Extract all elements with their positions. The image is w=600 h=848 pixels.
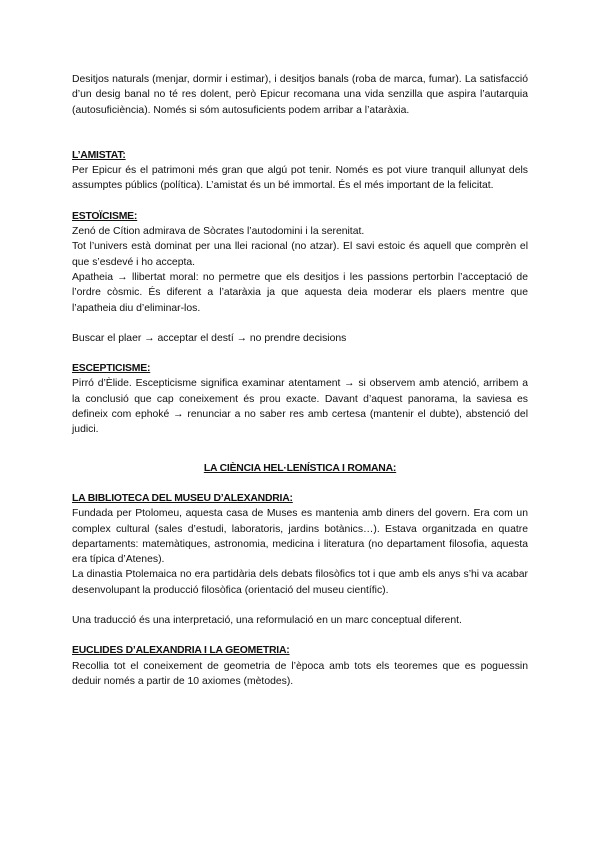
biblioteca-paragraph-3: Una traducció és una interpretació, una reformulació en un marc conceptual diferent. bbox=[72, 615, 462, 627]
heading-amistat: L’AMISTAT: bbox=[72, 149, 126, 161]
biblioteca-paragraph-2: La dinastia Ptolemaica no era partidària dels debats filosòfics tot i que amb els anys s’hi va acabar desenvolupant la producció filosòfica (orientació del museu científic). bbox=[72, 569, 528, 596]
heading-ciencia: LA CIÈNCIA HEL·LENÍSTICA I ROMANA: bbox=[203, 462, 397, 474]
estoicisme-paragraph-1: Zenó de Cítion admirava de Sòcrates l’autodomini i la serenitat. bbox=[72, 226, 365, 238]
euclides-paragraph: Recollia tot el coneixement de geometria de l’època amb tots els teoremes que es poguessin deduir només a partir de 10 axiomes (mètodes). bbox=[72, 660, 528, 687]
estoicisme-paragraph-4: Buscar el plaer → acceptar el destí → no prendre decisions bbox=[72, 332, 347, 344]
amistat-paragraph: Per Epicur és el patrimoni més gran que algú pot tenir. Només es pot viure tranquil allunyat dels assumptes públics (política). L’amistat és un bé immortal. És el més important de la felicitat. bbox=[72, 165, 528, 192]
heading-estoicisme: ESTOÏCISME: bbox=[72, 210, 138, 222]
heading-biblioteca: LA BIBLIOTECA DEL MUSEU D’ALEXANDRIA: bbox=[72, 492, 293, 504]
estoicisme-paragraph-2: Tot l’univers està dominat per una llei racional (no atzar). El savi estoic és aquell que comprèn el que s’esdevé i ho accepta. bbox=[72, 241, 528, 268]
heading-euclides: EUCLIDES D’ALEXANDRIA I LA GEOMETRIA: bbox=[72, 645, 290, 657]
intro-paragraph: Desitjos naturals (menjar, dormir i estimar), i desitjos banals (roba de marca, fumar). La satisfacció d’un desig banal no té res dolent, però Epicur recomana una vida senzilla que aspira l’autarquia (autosuficiència). Només si sóm autosuficients podem arribar a l’ataràxia. bbox=[72, 74, 528, 116]
biblioteca-paragraph-1: Fundada per Ptolomeu, aquesta casa de Muses es mantenia amb diners del govern. Era com un complex cultural (sales d’estudi, laboratoris, jardins botànics…). Estava organitzada en quatre departaments: matemàtiques, astronomia, medicina i literatura (no departament filosofia, aquesta era típica d’Atenes). bbox=[72, 508, 528, 566]
estoicisme-paragraph-3: Apatheia → llibertat moral: no permetre que els desitjos i les passions pertorbin l’acceptació de l’ordre còsmic. És diferent a l’ataràxia ja que aquesta deia moderar els plaers mentre que l’apatheia diu d’eliminar-los. bbox=[72, 271, 528, 314]
escepticisme-paragraph: Pirró d’Èlide. Escepticisme significa examinar atentament → si observem amb atenció, arribem a la conclusió que cap coneixement és prou exacte. Davant d’aquest panorama, la saviesa es defineix com ephoké → renunciar a no saber res amb certesa (mantenir el dubte), abstenció del judici. bbox=[72, 378, 528, 436]
heading-escepticisme: ESCEPTICISME: bbox=[72, 363, 151, 375]
